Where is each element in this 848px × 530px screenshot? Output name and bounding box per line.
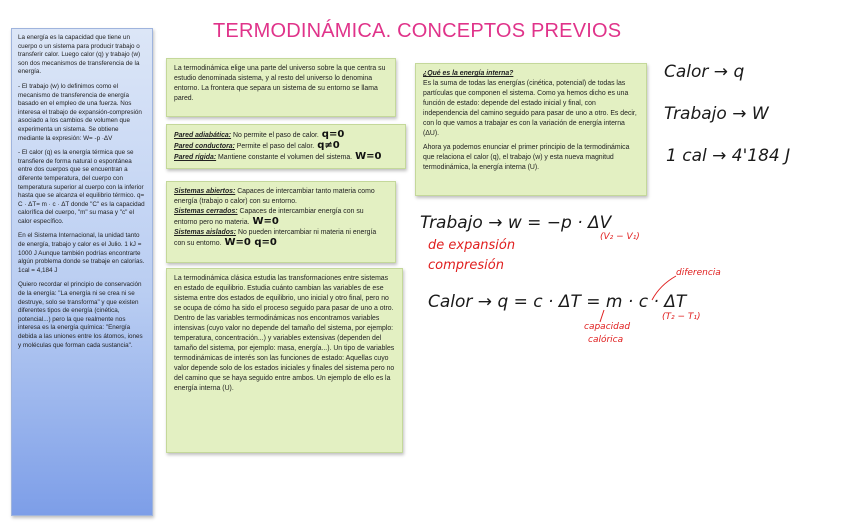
first-law-text: Ahora ya podemos enunciar el primer principio de la termodinámica que relaciona el calor (q), el trabajo (w) y esta nueva magnitud termodinámica, la energía interna (U).: [423, 144, 630, 171]
handwritten-cal-joule: 1 cal → 4'184 J: [666, 146, 791, 166]
systems-note: [166, 181, 396, 263]
classic-thermo-note: [166, 268, 403, 453]
handwritten-work-equation: Trabajo → w = −p · ΔV: [420, 213, 612, 233]
sidebar-energy-paragraph: La energía es la capacidad que tiene un cuerpo o un sistema para producir trabajo o transferir calor. Luego calor (q) y trabajo (w) son dos mecanismos de transferencia de la energía.: [18, 34, 141, 76]
walls-note: [166, 124, 406, 169]
system-open: Sistemas abiertos: Capaces de intercambiar tanto materia como energía (trabajo o calor) con su entorno.: [174, 188, 375, 205]
wall-conductive: Pared conductora: Permite el paso del calor. q≠0: [174, 140, 340, 151]
sidebar-units-paragraph: En el Sistema Internacional, la unidad tanto de energía, trabajo y calor es el Julio. 1 kJ = 1000 J Aunque también podrías encontrarte algún problema donde se trabaje en calorías. 1cal = 4,184 J: [18, 232, 145, 274]
handwritten-diferencia: diferencia: [676, 268, 721, 278]
handwritten-temperature-difference: (T₂ − T₁): [662, 312, 701, 322]
classic-thermo-text: La termodinámica clásica estudia las transformaciones entre sistemas en estado de equilibrio. Estudia cuánto cambian las variables de ese sistema entre dos estados de equilibrio, uno inicial y otro final, pero no se ocupa de cómo ha sido el proceso seguido para pasar de uno a otro. Dentro de las variables termodinámicas nos encontramos variables intensivas (cuyo valor no depende del tamaño del sistema, por ejemplo: temperatura, concentración...) y variables extensivas (dependen del tamaño del sistema, por ejemplo: masa, energía...). Un tipo de variables termodinámicas de interés son las funciones de estado: Aquellas cuyo valor depende solo de los estados iniciales y finales del sistema pero no del camino que se haya seguido entre ambos. Un ejemplo de ello es la energía interna (U).: [174, 275, 395, 392]
system-closed: Sistemas cerrados: Capaces de intercambiar energía con su entorno pero no materia. W=0: [174, 208, 364, 227]
internal-energy-heading: ¿Qué es la energía interna?: [423, 70, 514, 77]
energy-sidebar: [11, 28, 153, 516]
sidebar-heat-paragraph: - El calor (q) es la energía térmica que se transfiere de forma natural o espontánea entre dos cuerpos que se encuentran a diferente temperatura, del cuerpo con temperatura superior al cuerpo con la inferior hasta que se alcanza el equilibrio térmico. q= C · ΔT= m · c · ΔT donde "C" es la capacidad calorífica del cuerpo, "m" su masa y "c" el calor específico.: [18, 149, 145, 225]
handwritten-expansion: de expansión: [428, 238, 516, 253]
sidebar-conservation-paragraph: Quiero recordar el principio de conservación de la energía: "La energía ni se crea ni se destruye, solo se transforma" y que existen diferentes tipos de energía (cinética, potencial...) pero la que realmente nos interesa es la energía química: "Energía debida a las uniones entre los átomos, iones y moléculas que forman cada sustancia".: [18, 281, 143, 349]
internal-energy-text: Es la suma de todas las energías (cinética, potencial) de todas las partículas que componen el sistema. Como ya hemos dicho es una función de estado: depende del estado inicial y final, con independencia del camino seguido para pasar de uno a otro. Es decir, con lo que vamos a trabajar es con la variación de energía interna (ΔU).: [423, 80, 637, 137]
handwritten-volume-difference: (V₂ − V₁): [600, 232, 640, 242]
internal-energy-note: [415, 63, 647, 196]
system-definition-text: La termodinámica elige una parte del universo sobre la que centra su estudio denominada sistema, y al resto del universo lo denomina entorno. La frontera que separa un sistema de su entorno se llama pared.: [174, 65, 386, 102]
wall-rigid: Pared rígida: Mantiene constante el volumen del sistema. W=0: [174, 151, 382, 162]
handwritten-trabajo-w: Trabajo → W: [664, 104, 769, 124]
handwritten-calorica: calórica: [588, 335, 624, 345]
wall-adiabatic: Pared adiabática: No permite el paso de calor. q=0: [174, 129, 345, 140]
page-title: TERMODINÁMICA. CONCEPTOS PREVIOS: [213, 20, 622, 42]
handwritten-capacidad: capacidad: [584, 322, 631, 332]
sidebar-work-paragraph: - El trabajo (w) lo definimos como el mecanismo de transferencia de energía basado en el empleo de una fuerza. Nos interesa el trabajo de expansión-compresión asociado a los cambios de volumen que experimenta un sistema. Se obtiene mediante la expresión: W= -p ·ΔV: [18, 82, 142, 142]
system-isolated: Sistemas aislados: No pueden intercambiar ni materia ni energía con su entorno. W=0 q=0: [174, 229, 377, 248]
handwritten-heat-equation: Calor → q = c · ΔT = m · c · ΔT: [428, 292, 687, 312]
handwritten-compression: compresión: [428, 258, 504, 273]
system-definition-note: [166, 58, 396, 117]
handwritten-calor-q: Calor → q: [664, 62, 745, 82]
